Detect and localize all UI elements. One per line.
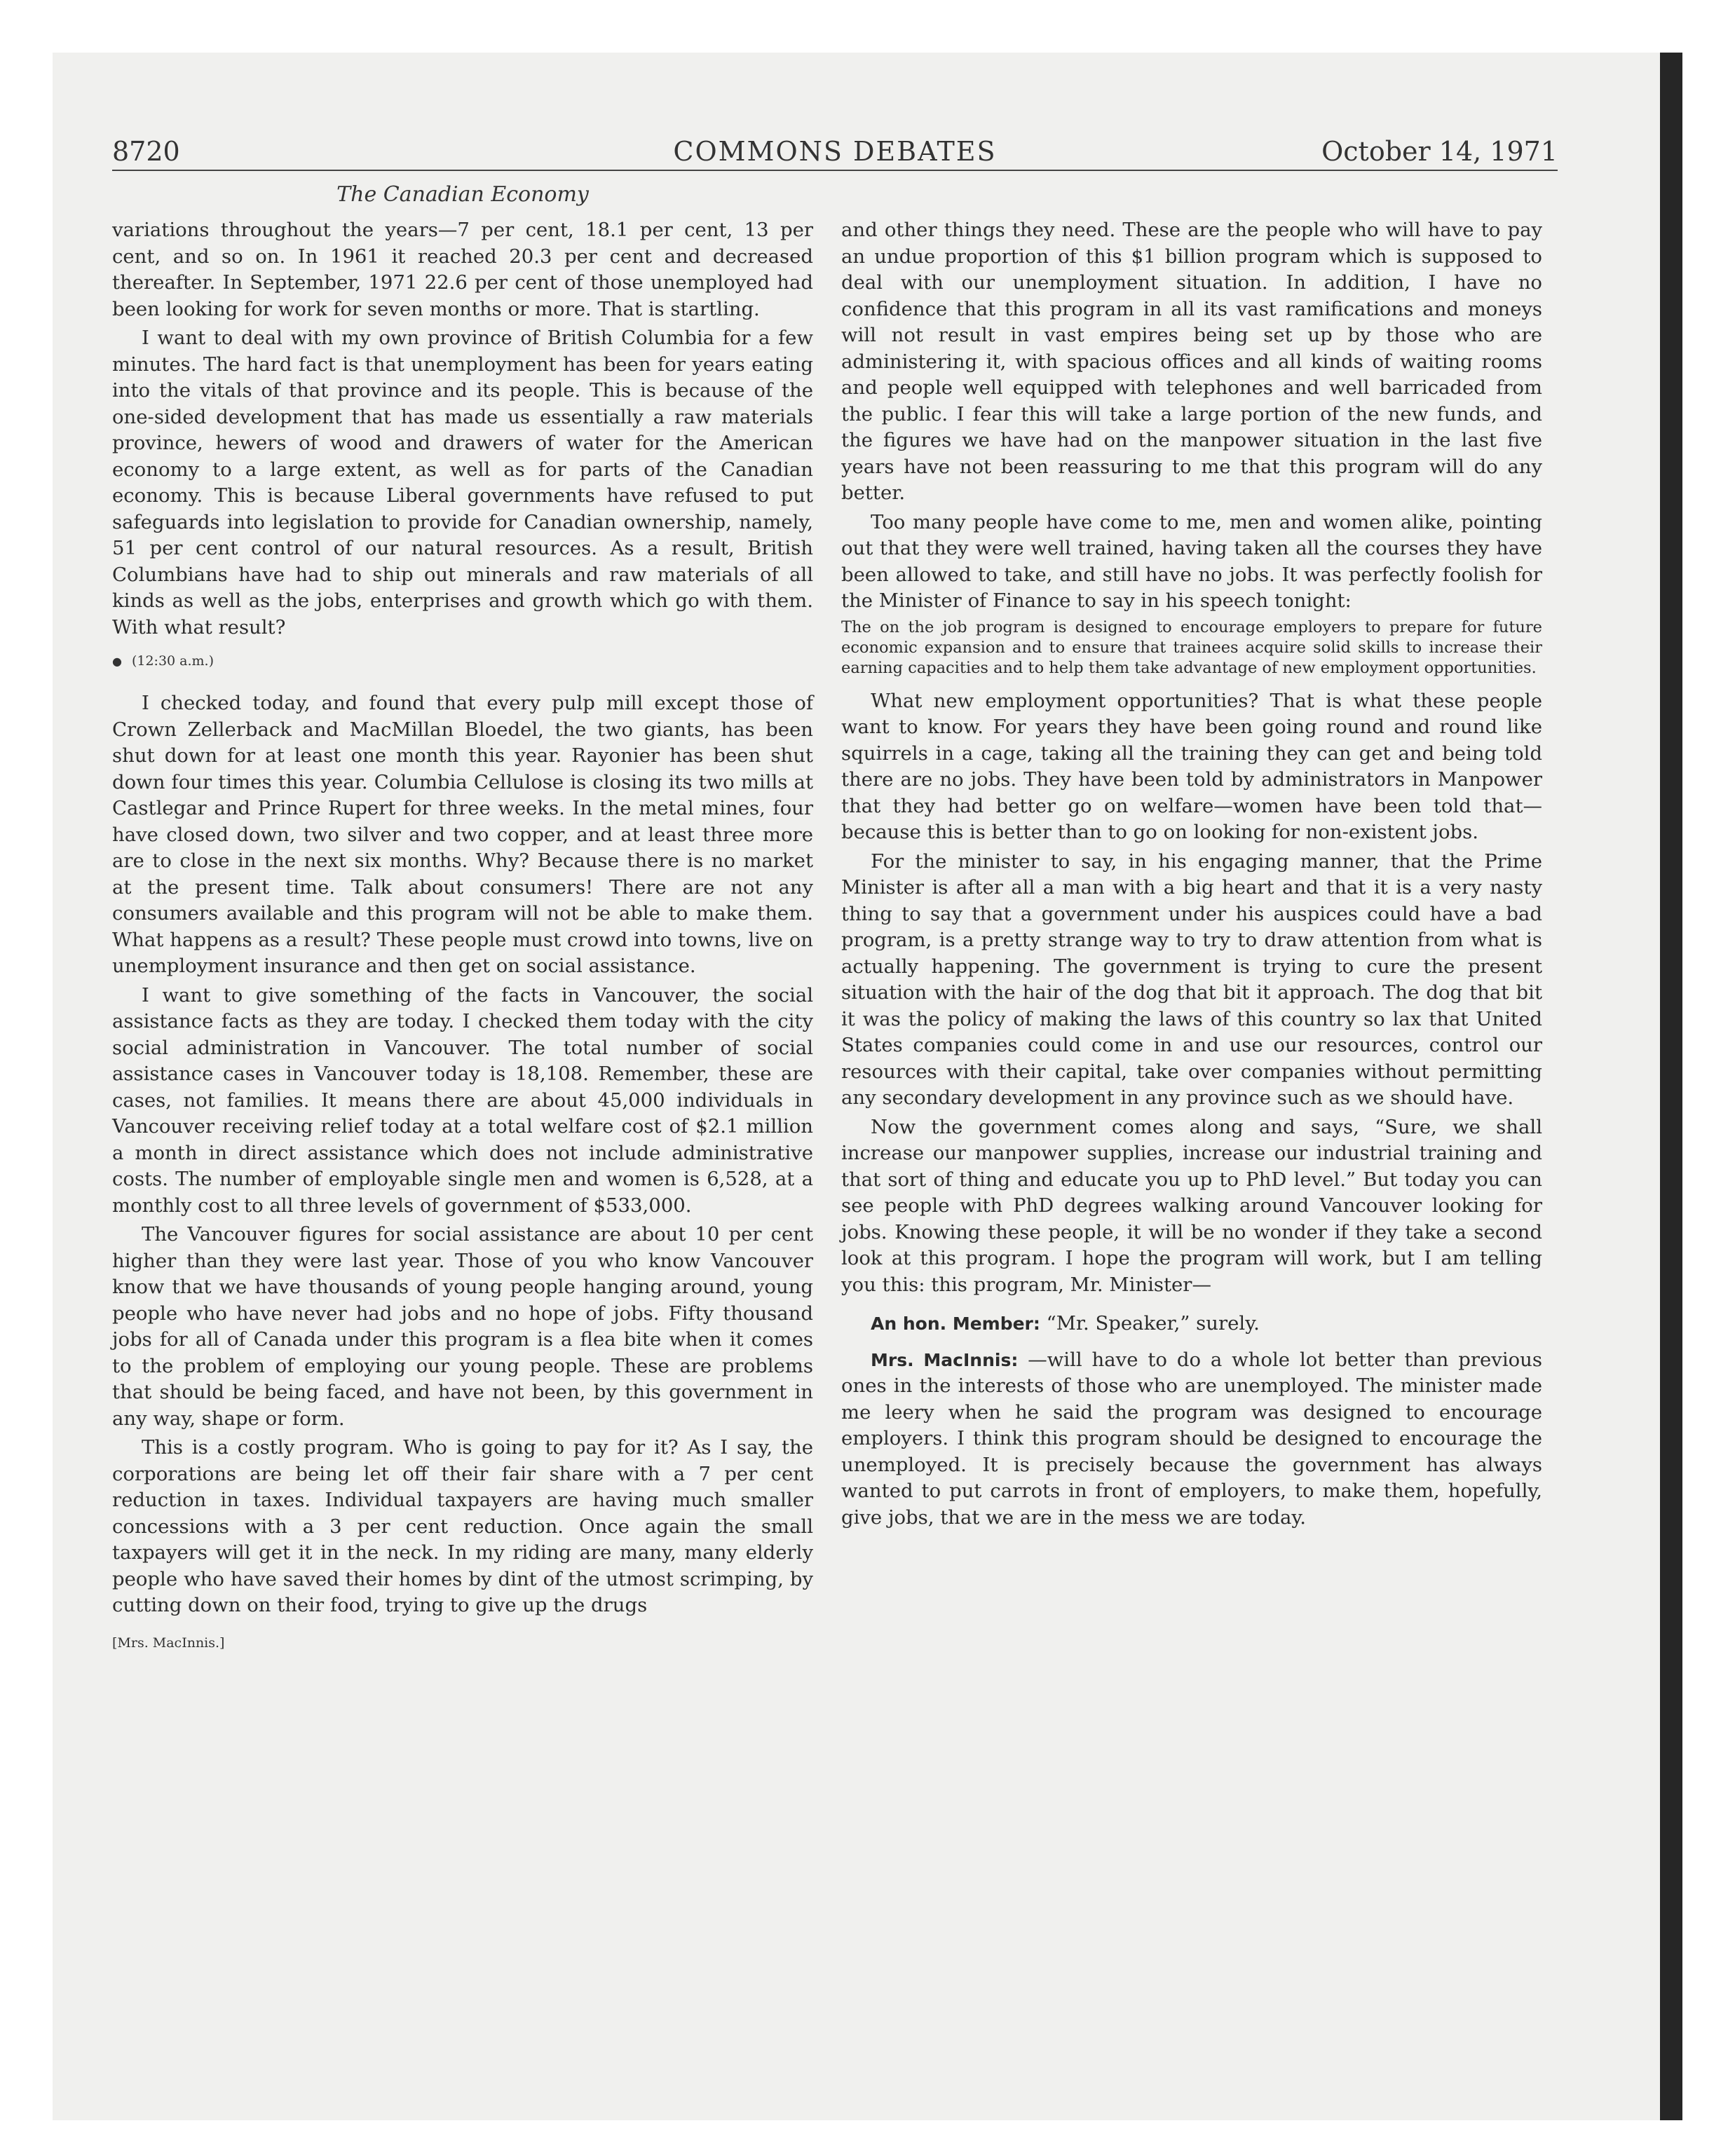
timestamp xyxy=(112,650,813,672)
speaker-name: Mrs. MacInnis: xyxy=(871,1349,1019,1370)
paragraph: I want to give something of the facts in Vancouver, the social assistance facts as they are today. I checked them today with the city social administration in Vancouver. The total number of social assistance cases in Vancouver today is 18,108. Remember, these are cases, not families. It means there are about 45,000 individuals in Vancouver receiving relief today at a total welfare cost of $2.1 million a month in direct assistance which does not include administrative costs. The number of employable single men and women is 6,528, at a monthly cost to all three levels of government of $533,000. xyxy=(112,983,813,1217)
publication-title: COMMONS DEBATES xyxy=(673,136,997,167)
timestamp-text: (12:30 a.m.) xyxy=(131,653,215,669)
speech-paragraph xyxy=(841,1347,1542,1531)
page-number: 8720 xyxy=(112,136,180,167)
interjection xyxy=(841,1311,1542,1337)
paragraph: I want to deal with my own province of British Columbia for a few minutes. The hard fact is that unemployment has been for years eating into the vitals of that province and its people. This is because of the one-sided development that has made us essentially a raw materials province, hewers of wood and drawers of water for the American economy to a large extent, as well as for parts of the Canadian economy. This is because Liberal governments have refused to put safeguards into legislation to provide for Canadian ownership, namely, 51 per cent control of our natural resources. As a result, British Columbians have had to ship out minerals and raw materials of all kinds as well as the jobs, enterprises and growth which go with them. With what result? xyxy=(112,327,813,639)
speaker-credit: [Mrs. MacInnis.] xyxy=(112,1635,225,1651)
speaker-name: An hon. Member: xyxy=(871,1314,1040,1334)
paragraph: The Vancouver figures for social assistance are about 10 per cent higher than they were last year. Those of you who know Vancouver know that we have thousands of young people hanging around, young people who have never had jobs and no hope of jobs. Fifty thousand jobs for all of Canada under this program is a flea bite when it comes to the problem of employing our young people. These are problems that should be being faced, and have not been, by this government in any way, shape or form. xyxy=(112,1223,813,1430)
paragraph: For the minister to say, in his engaging manner, that the Prime Minister is after all a man with a big heart and that it is a very nasty thing to say that a government under his auspices could have a bad program, is a pretty strange way to try to draw attention from what is actually happening. The government is trying to cure the present situation with the hair of the dog that bit it approach. The dog that bit it was the policy of making the laws of this country so lax that United States companies could come in and use our resources, control our resources with their capital, take over companies without permitting any secondary development in any province such as we should have. xyxy=(841,850,1542,1109)
section-title: The Canadian Economy xyxy=(336,182,589,207)
paragraph: This is a costly program. Who is going to pay for it? As I say, the corporations are being let off their fair share with a 7 per cent reduction in taxes. Individual taxpayers are having much smaller concessions with a 3 per cent reduction. Once again the small taxpayers will get it in the neck. In my riding are many, many elderly people who have saved their homes by dint of the utmost scrimping, by cutting down on their food, trying to give up the drugs xyxy=(112,1436,813,1616)
right-column xyxy=(841,217,1542,1534)
interjection-text: “Mr. Speaker,” surely. xyxy=(1040,1312,1260,1335)
running-header xyxy=(112,133,1558,171)
paragraph: What new employment opportunities? That is what these people want to know. For years they have been going round and round like squirrels in a cage, taking all the training they can get and being told there are no jobs. They have been told by administrators in Manpower that they had better go on welfare—women have been told that—because this is better than to go on looking for non-existent jobs. xyxy=(841,689,1542,843)
paragraph: Now the government comes along and says, “Sure, we shall increase our manpower supplies, increase our industrial training and that sort of thing and educate you up to PhD level.” But today you can see people with PhD degrees walking around Vancouver looking for jobs. Knowing these people, it will be no wonder if they take a second look at this program. I hope the program will work, but I am telling you this: this program, Mr. Minister— xyxy=(841,1115,1542,1296)
block-quote: The on the job program is designed to encourage employers to prepare for future economic expansion and to ensure that trainees acquire solid skills to increase their earning capacities and to help them take advantage of new employment opportunities. xyxy=(841,618,1542,677)
paragraph: and other things they need. These are the people who will have to pay an undue proportion of this $1 billion program which is supposed to deal with our unemployment situation. In addition, I have no confidence that this program in all its vast ramifications and moneys will not result in vast empires being set up by those who are administering it, with spacious offices and all kinds of waiting rooms and people well equipped with telephones and well barricaded from the public. I fear this will take a large portion of the new funds, and the figures we have had on the manpower situation in the last five years have not been reassuring to me that this program will do any better. xyxy=(841,219,1542,504)
paragraph: I checked today, and found that every pulp mill except those of Crown Zellerback and MacMillan Bloedel, the two giants, has been shut down for at least one month this year. Rayonier has been shut down four times this year. Columbia Cellulose is closing its two mills at Castlegar and Prince Rupert for three weeks. In the metal mines, four have closed down, two silver and two copper, and at least three more are to close in the next six months. Why? Because there is no market at the present time. Talk about consumers! There are not any consumers available and this program will not be able to make them. What happens as a result? These people must crowd into towns, live on unemployment insurance and then get on social assistance. xyxy=(112,692,813,977)
bullet-icon: ● xyxy=(112,655,122,668)
paragraph: Too many people have come to me, men and women alike, pointing out that they were well trained, having taken all the courses they have been allowed to take, and still have no jobs. It was perfectly foolish for the Minister of Finance to say in his speech tonight: xyxy=(841,510,1542,612)
scan-edge-shadow xyxy=(1660,53,1682,2120)
speech-text: —will have to do a whole lot better than previous ones in the interests of those who are unemployed. The minister made me leery when he said the program was designed to encourage employers. I think this program should be designed to encourage the unemployed. It is precisely because the government has always wanted to put carrots in front of employers, to make them, hopefully, give jobs, that we are in the mess we are today. xyxy=(841,1348,1543,1529)
paragraph: variations throughout the years—7 per cent, 18.1 per cent, 13 per cent, and so on. In 1961 it reached 20.3 per cent and decreased thereafter. In September, 1971 22.6 per cent of those unemployed had been looking for work for seven months or more. That is startling. xyxy=(112,219,813,320)
sitting-date: October 14, 1971 xyxy=(1321,136,1558,167)
left-column xyxy=(112,217,813,1656)
